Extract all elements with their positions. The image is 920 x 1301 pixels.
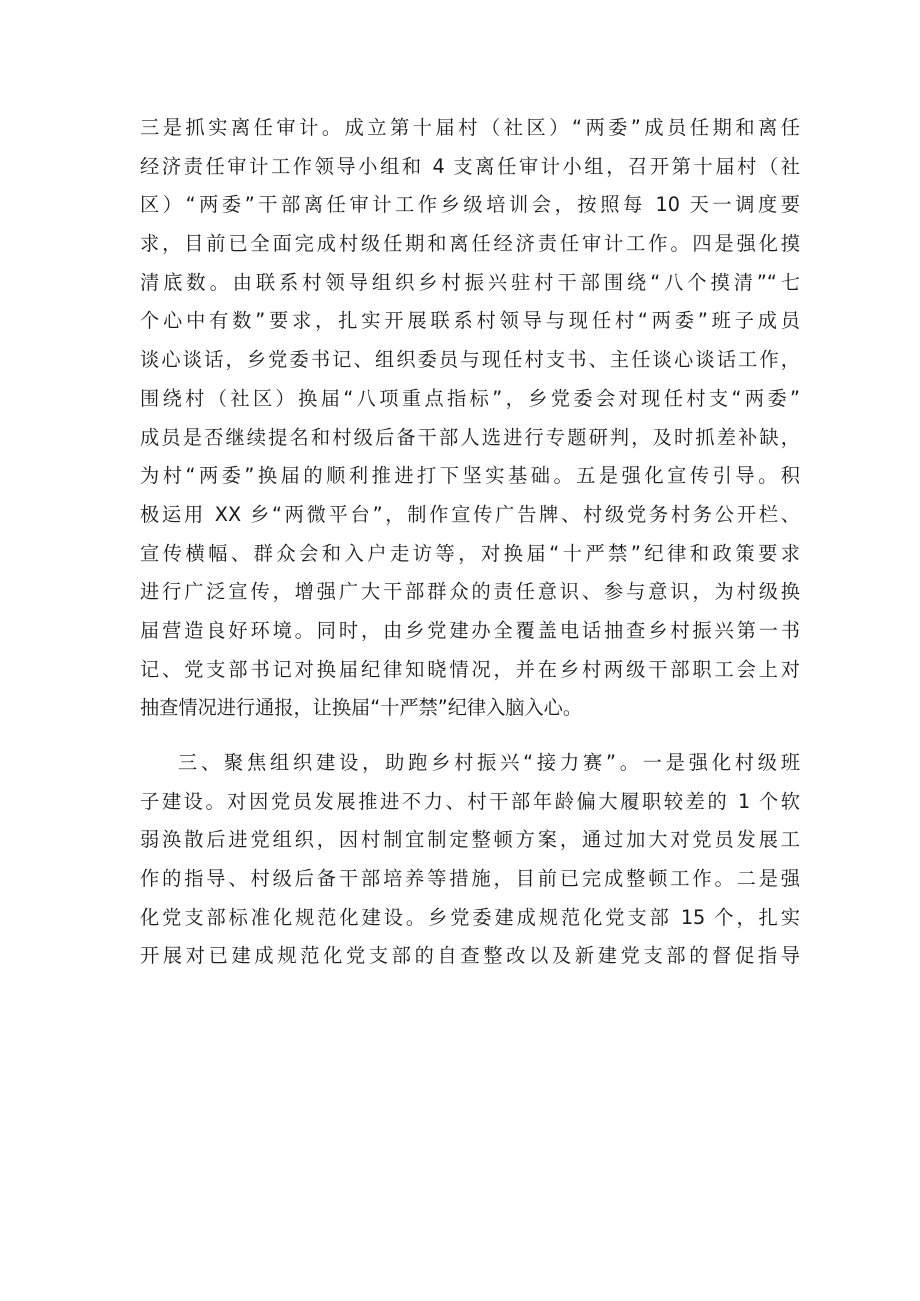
text-line: 清底数。由联系村领导组织乡村振兴驻村干部围绕“八个摸清”“七 <box>140 270 800 294</box>
text-line: 进行广泛宣传，增强广大干部群众的责任意识、参与意识，为村级换 <box>140 580 800 604</box>
paragraph-spacer <box>140 728 800 744</box>
text-line: 记、党支部书记对换届纪律知晓情况，并在乡村两级干部职工会上对 <box>140 657 800 681</box>
text-line: 为村“两委”换届的顺利推进打下坚实基础。五是强化宣传引导。积 <box>140 464 800 488</box>
text-line: 区）“两委”干部离任审计工作乡级培训会，按照每 10 天一调度要 <box>140 193 800 217</box>
text-line: 求，目前已全面完成村级任期和离任经济责任审计工作。四是强化摸 <box>140 232 800 256</box>
text-line: 经济责任审计工作领导小组和 4 支离任审计小组，召开第十届村（社 <box>140 154 800 178</box>
document-body <box>140 109 800 976</box>
text-line: 谈心谈话，乡党委书记、组织委员与现任村支书、主任谈心谈话工作， <box>140 348 800 372</box>
text-line: 围绕村（社区）换届“八项重点指标”，乡党委会对现任村支“两委” <box>140 386 800 410</box>
text-line: 弱涣散后进党组织，因村制宜制定整顿方案，通过加大对党员发展工 <box>140 828 800 852</box>
text-line: 化党支部标准化规范化建设。乡党委建成规范化党支部 15 个，扎实 <box>140 905 800 929</box>
text-line: 开展对已建成规范化党支部的自查整改以及新建党支部的督促指导 <box>140 944 800 968</box>
paragraph-audit-and-publicity <box>140 109 800 728</box>
text-line: 极运用 XX 乡“两微平台”，制作宣传广告牌、村级党务村务公开栏、 <box>140 502 800 526</box>
text-line: 成员是否继续提名和村级后备干部人选进行专题研判，及时抓差补缺， <box>140 425 800 449</box>
paragraph-organization-building <box>140 744 800 976</box>
text-line: 届营造良好环境。同时，由乡党建办全覆盖电话抽查乡村振兴第一书 <box>140 618 800 642</box>
text-line: 抽查情况进行通报，让换届“十严禁”纪律入脑入心。 <box>140 696 583 720</box>
text-line-indented: 三、聚焦组织建设，助跑乡村振兴“接力赛”。一是强化村级班 <box>178 751 800 774</box>
text-line: 三是抓实离任审计。成立第十届村（社区）“两委”成员任期和离任 <box>140 116 800 139</box>
text-line: 宣传横幅、群众会和入户走访等，对换届“十严禁”纪律和政策要求 <box>140 541 800 565</box>
text-line: 子建设。对因党员发展推进不力、村干部年龄偏大履职较差的 1 个软 <box>140 789 800 813</box>
text-line: 作的指导、村级后备干部培养等措施，目前已完成整顿工作。二是强 <box>140 867 800 891</box>
text-line: 个心中有数”要求，扎实开展联系村领导与现任村“两委”班子成员 <box>140 309 800 333</box>
